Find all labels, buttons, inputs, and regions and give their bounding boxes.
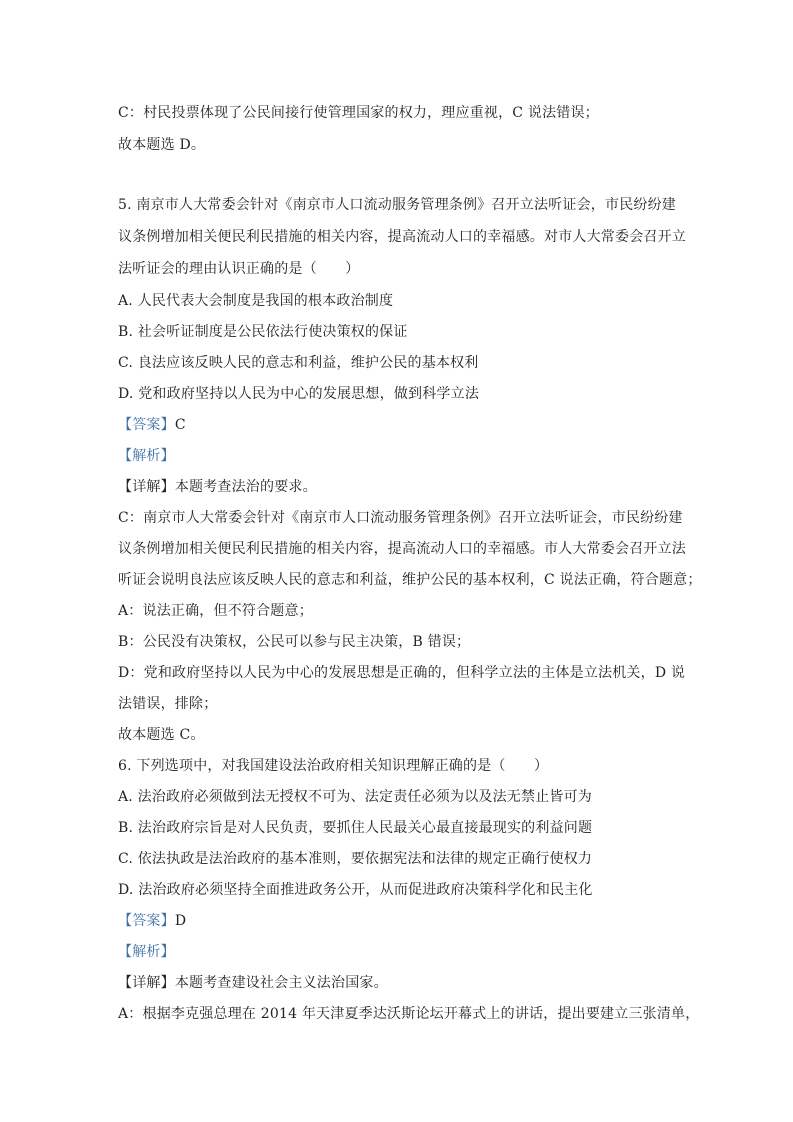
q5-detail xyxy=(118,478,698,496)
q6-option-c: C. 依法执政是法治政府的基本准则，要依据宪法和法律的规定正确行使权力 xyxy=(118,851,593,867)
q5-explanation-line-1: C：南京市人大常委会针对《南京市人口流动服务管理条例》召开立法听证会，市民纷纷建 xyxy=(118,510,683,526)
q5-answer xyxy=(118,416,698,434)
q5-explanation-line-3: 听证会说明良法应该反映人民的意志和利益，维护公民的基本权利，C 说法正确，符合题意； xyxy=(118,572,702,588)
q5-stem-line-2: 议条例增加相关便民利民措施的相关内容，提高流动人口的幸福感。对市人大常委会召开立 xyxy=(118,229,686,245)
q5-explanation-line-7: 法错误，排除； xyxy=(118,696,218,712)
q5-explanation-line-6: D：党和政府坚持以人民为中心的发展思想是正确的，但科学立法的主体是立法机关，D 说 xyxy=(118,665,686,681)
q5-option-d: D. 党和政府坚持以人民为中心的发展思想，做到科学立法 xyxy=(118,386,480,402)
detail-intro: 本题考查建设社会主义法治国家。 xyxy=(174,975,388,991)
q6-answer xyxy=(118,912,698,930)
q5-stem-line-1: 5. 南京市人大常委会针对《南京市人口流动服务管理条例》召开立法听证会，市民纷纷建 xyxy=(118,197,677,213)
q6-option-d: D. 法治政府必须坚持全面推进政务公开，从而促进政府决策科学化和民主化 xyxy=(118,882,593,898)
analysis-tag: 【解析】 xyxy=(118,944,175,960)
q5-explanation-line-5: B：公民没有决策权，公民可以参与民主决策，B 错误； xyxy=(118,634,471,650)
q6-stem-line-1: 6. 下列选项中，对我国建设法治政府相关知识理解正确的是（ ） xyxy=(118,758,549,774)
q5-explanation-line-4: A：说法正确，但不符合题意； xyxy=(118,603,313,619)
answer-tag: 【答案】 xyxy=(118,417,175,433)
q5-option-a: A. 人民代表大会制度是我国的根本政治制度 xyxy=(118,293,394,309)
q5-explanation-line-2: 议条例增加相关便民利民措施的相关内容，提高流动人口的幸福感。市人大常委会召开立法 xyxy=(118,541,686,557)
q6-option-b: B. 法治政府宗旨是对人民负责，要抓住人民最关心最直接最现实的利益问题 xyxy=(118,820,593,836)
answer-value: C xyxy=(174,417,186,433)
q6-option-a: A. 法治政府必须做到法无授权不可为、法定责任必须为以及法无禁止皆可为 xyxy=(118,789,593,805)
q5-option-c: C. 良法应该反映人民的意志和利益，维护公民的基本权利 xyxy=(118,355,479,371)
q5-option-b: B. 社会听证制度是公民依法行使决策权的保证 xyxy=(118,324,408,340)
prev-explanation-line: C：村民投票体现了公民间接行使管理国家的权力，理应重视，C 说法错误； xyxy=(118,105,599,121)
prev-conclusion: 故本题选 D。 xyxy=(118,137,206,153)
q5-analysis xyxy=(118,447,698,465)
answer-tag: 【答案】 xyxy=(118,913,175,929)
answer-value: D xyxy=(174,913,187,929)
detail-intro: 本题考查法治的要求。 xyxy=(174,479,317,495)
q6-analysis xyxy=(118,943,698,961)
q6-explanation-line-1: A：根据李克强总理在 2014 年天津夏季达沃斯论坛开幕式上的讲话，提出要建立三张清单， xyxy=(118,1006,700,1022)
detail-tag: 【详解】 xyxy=(118,479,175,495)
q5-stem-line-3: 法听证会的理由认识正确的是（ ） xyxy=(118,261,360,277)
analysis-tag: 【解析】 xyxy=(118,448,175,464)
q5-conclusion: 故本题选 C。 xyxy=(118,727,205,743)
detail-tag: 【详解】 xyxy=(118,975,175,991)
q6-detail xyxy=(118,974,698,992)
